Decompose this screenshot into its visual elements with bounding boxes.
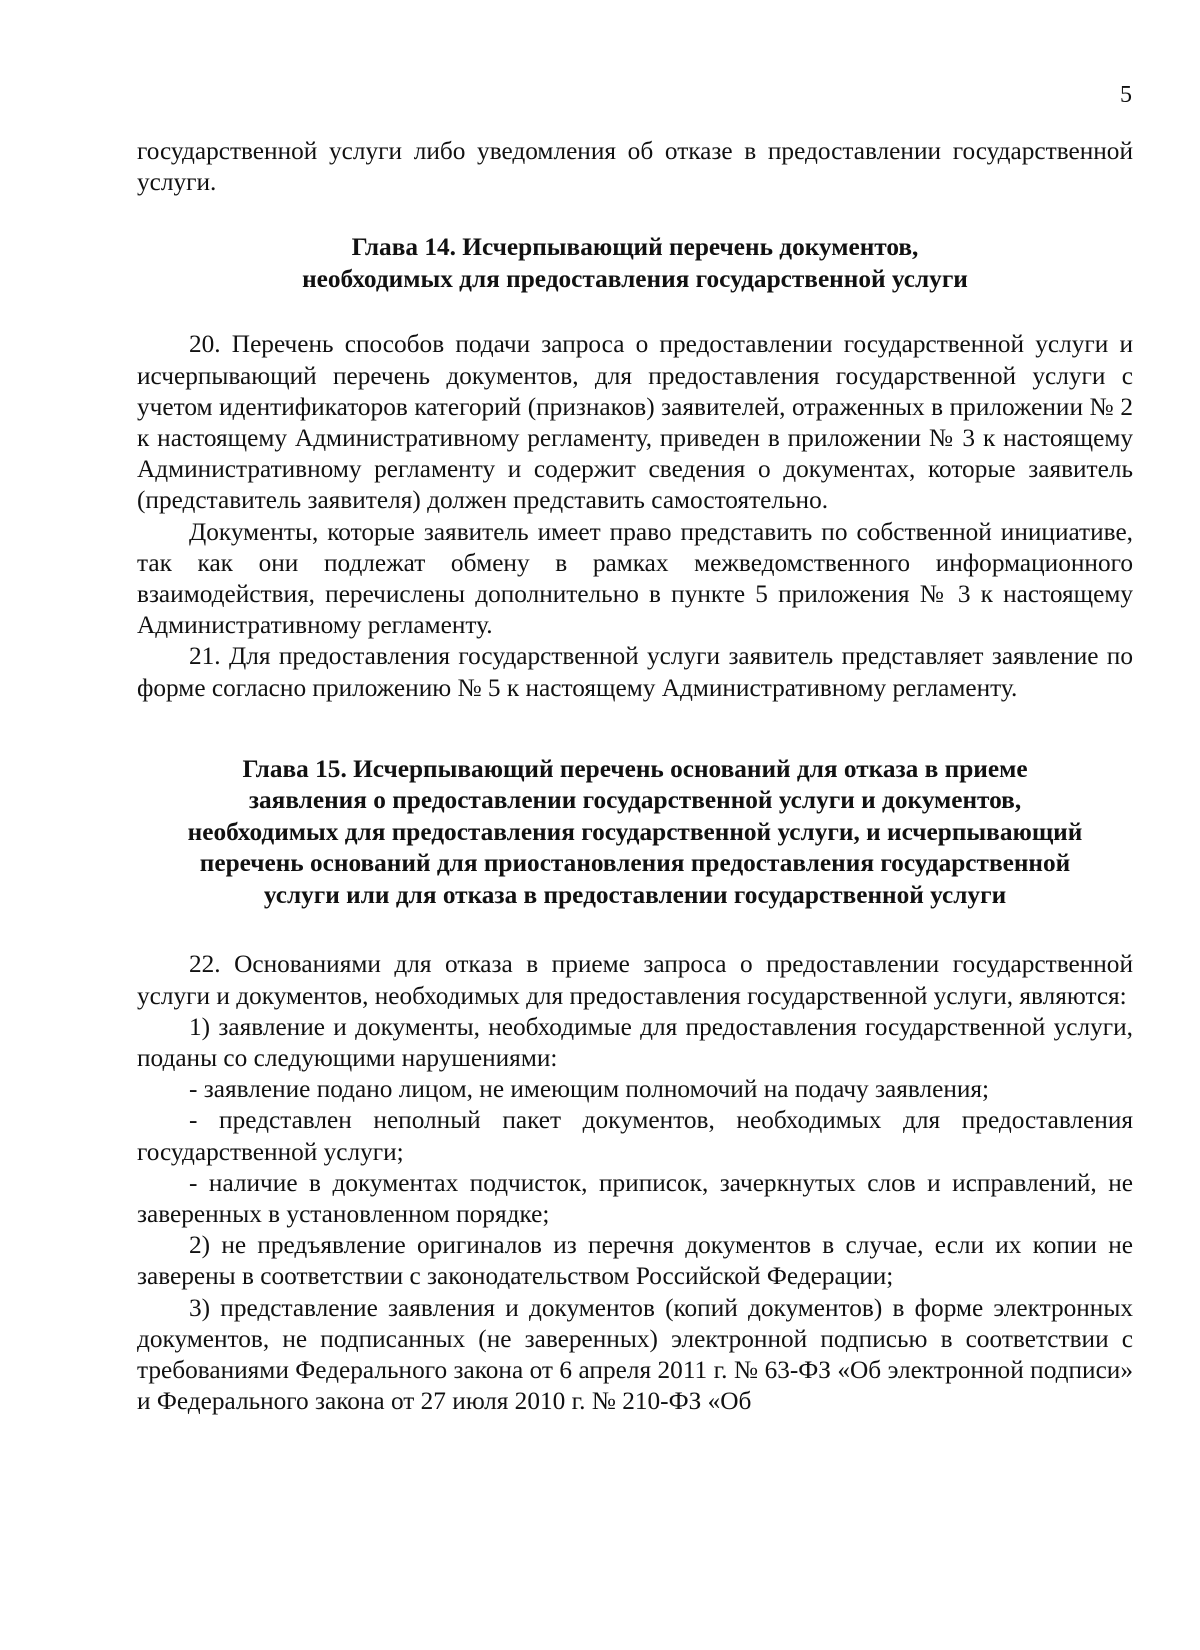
chapter-14-heading-line-2: необходимых для предоставления государственной услуги [302, 264, 968, 293]
chapter-15-heading-line-4: перечень оснований для приостановления предоставления государственной [199, 849, 1071, 878]
chapter-15-heading-line-3: необходимых для предоставления государственной услуги, и исчерпывающий [187, 817, 1083, 846]
list-item-3: 3) представление заявления и документов (копий документов) в форме электронных документов, не подписанных (не заверенных) электронной подписью в соответствии с требованиями Федерального закона от 6 апреля 2011 г. № 63-ФЗ «Об электронной подписи» и Федерального закона от 27 июля 2010 г. № 210-ФЗ «Об [137, 1293, 1133, 1416]
list-subitem-incomplete-package: - представлен неполный пакет документов, необходимых для предоставления государственной услуги; [137, 1106, 1133, 1166]
paragraph-21: 21. Для предоставления государственной услуги заявитель представляет заявление по форме согласно приложению № 5 к настоящему Административному регламенту. [137, 642, 1133, 702]
list-subitem-corrections: - наличие в документах подчисток, приписок, зачеркнутых слов и исправлений, не заверенных в установленном порядке; [137, 1168, 1133, 1228]
list-item-2: 2) не предъявление оригиналов из перечня документов в случае, если их копии не заверены в соответствии с законодательством Российской Федерации; [137, 1231, 1133, 1291]
chapter-14-heading-line-1: Глава 14. Исчерпывающий перечень документов, [351, 233, 919, 262]
chapter-15-heading [137, 754, 1133, 912]
list-subitem-no-authority: - заявление подано лицом, не имеющим полномочий на подачу заявления; [189, 1075, 990, 1104]
paragraph-20: 20. Перечень способов подачи запроса о предоставлении государственной услуги и исчерпывающий перечень документов, для предоставления государственной услуги с учетом идентификаторов категорий (признаков) заявителей, отраженных в приложении № 2 к настоящему Административному регламенту, приведен в приложении № 3 к настоящему Административному регламенту и содержит сведения о документах, которые заявитель (представитель заявителя) должен представить самостоятельно. [137, 330, 1133, 515]
chapter-15-heading-line-5: услуги или для отказа в предоставлении государственной услуги [263, 880, 1007, 909]
chapter-14-heading [137, 232, 1133, 295]
paragraph-20-documents: Документы, которые заявитель имеет право представить по собственной инициативе, так как они подлежат обмену в рамках межведомственного информационного взаимодействия, перечислены дополнительно в пункте 5 приложения № 3 к настоящему Административному регламенту. [137, 517, 1133, 640]
page-number: 5 [1120, 82, 1132, 108]
document-body [137, 136, 1133, 1417]
paragraph-22: 22. Основаниями для отказа в приеме запроса о предоставлении государственной услуги и документов, необходимых для предоставления государственной услуги, являются: [137, 950, 1133, 1010]
intro-paragraph: государственной услуги либо уведомления об отказе в предоставлении государственной услуги. [137, 137, 1133, 197]
list-item-1: 1) заявление и документы, необходимые для предоставления государственной услуги, поданы со следующими нарушениями: [137, 1012, 1133, 1072]
chapter-15-heading-line-1: Глава 15. Исчерпывающий перечень оснований для отказа в приеме [242, 754, 1028, 783]
chapter-15-heading-line-2: заявления о предоставлении государственной услуги и документов, [248, 786, 1022, 815]
